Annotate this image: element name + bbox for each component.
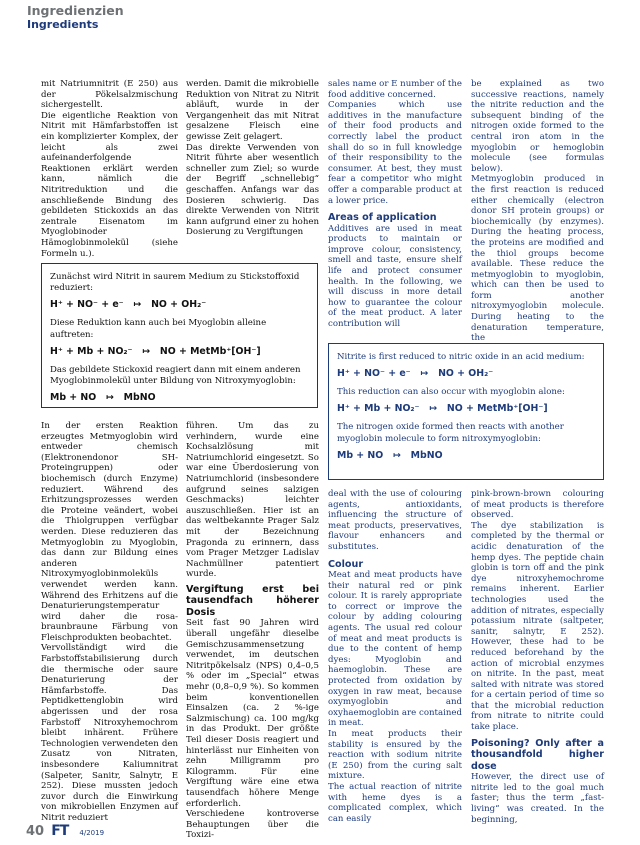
paragraph: In der ersten Reaktion erzeugtes Metmyoglobin wird entweder chemisch (Elektronendonor SH- Proteingruppen) oder biochemisch (durch Enzyme) reduziert. Während des Erhitzungsprozesses werden die Proteine veändert, wobei die Thiolgruppen verfügbar werden. Diese reduzieren das Metmyoglobin zu Myoglobin, das dann zur Bildung eines anderen Nitroxymyoglobinmoleküls verwendet werden kann. Während des Erhitzens auf die Denaturierungstemperatur wird daher die rosa-braunbraune Färbung von Fleischprodukten beobachtet. bbox=[41, 421, 178, 643]
section-title-en: Ingredients bbox=[27, 18, 99, 31]
paragraph: Metmyoglobin produced in the first reaction is reduced either chemically (electron donor SH protein groups) or biochemically (by enzymes). During the heating process, the proteins are modified and the thiol groups become available. These reduce the metmyoglobin to myoglobin, which can then be used to form another nitroxymyoglobin molecule. During heating to the denaturation temperature, the bbox=[471, 174, 604, 344]
paragraph: However, the direct use of nitrite led to the goal much faster; thus the term „fast-living“ was created. In the beginning, bbox=[471, 772, 604, 825]
paragraph: be explained as two successive reactions, namely the nitrite reduction and the subsequent binding of the nitrogen oxide formed to the central iron atom in the myoglobin or hemoglobin molecule (see formulas below). bbox=[471, 79, 604, 174]
paragraph: Meat and meat products have their natural red or pink colour. It is rarely appropriate to correct or improve the colour by adding colouring agents. The usual red colour of meat and meat products is due to the content of hemp dyes: Myoglobin and haemoglobin. These are protected from oxidation by oxygen in raw meat, because oxymyoglobin and oxyhaemoglobin are contained in meat. bbox=[328, 570, 462, 729]
formula-3: Mb + NO ↦ MbNO bbox=[50, 392, 156, 404]
page-number: 40 bbox=[26, 824, 45, 839]
paragraph: Verschiedene kontroverse Behauptungen über die Toxizi- bbox=[186, 809, 319, 841]
paragraph: The actual reaction of nitrite with heme dyes is a complicated complex, which can easily bbox=[328, 781, 462, 824]
paragraph: Seit fast 90 Jahren wird überall ungefähr dieselbe Gemischzusammensetzung verwendet, im deutschen Nitritpökelsalz (NPS) 0,4–0,5 % oder im „Special“ etwas mehr (0,8–0,9 %). So kommen beim konventionellen Einsalzen (ca. 2 %-ige Salzmischung) ca. 100 mg/kg in das Produkt. Der größte Teil dieser Dosis reagiert und hinterlässt nur Einheiten von zehn Milligramm pro Kilogramm. Für eine Vergiftung wäre eine etwa tausendfach höhere Menge erforderlich. bbox=[186, 618, 319, 809]
paragraph: pink-brown-brown colouring of meat products is therefore observed. bbox=[471, 489, 604, 521]
paragraph: Additives are used in meat products to maintain or improve colour, consistency, smell and taste, ensure shelf life and protect consumer health. In the following, we will discuss in more detail how to guarantee the colour of the meat product. A later contribution will bbox=[328, 223, 462, 329]
paragraph: Companies which use additives in the manufacture of their food products and correctly label the product shall do so in full knowledge of their responsibility to the consumer. At best, they must fear a competitor who might offer a comparable product at a lower price. bbox=[328, 100, 462, 206]
page-header bbox=[27, 3, 124, 31]
paragraph: mit Natriumnitrit (E 250) aus der Pökelsalzmischung sichergestellt. bbox=[41, 79, 178, 111]
formula-intro: Nitrite is first reduced to nitric oxide in an acid medium: bbox=[337, 352, 585, 362]
formula-intro: Zunächst wird Nitrit in saurem Medium zu Stickstoffoxid reduziert: bbox=[50, 272, 300, 294]
formula-2: H⁺ + Mb + NO₂⁻ ↦ NO + MetMb⁺[OH⁻] bbox=[50, 345, 261, 357]
paragraph: The dye stabilization is completed by the thermal or acidic denaturation of the hemp dyes. The peptide chain globin is torn off and the pink dye nitroxyhemochrome remains inherent. Earlier technologies used the addition of nitrates, especially potassium nitrate (saltpeter, sanitr, salnytr, E 252). However, these had to be reduced beforehand by the action of microbial enzymes on nitrite. In the past, meat salted with nitrate was stored for a certain period of time so that the microbial reduction from nitrate to nitrite could take place. bbox=[471, 520, 604, 733]
subheading: Poisoning? Only after a thousandfold higher dose bbox=[471, 737, 604, 772]
paragraph: Das direkte Verwenden von Nitrit führte aber wesentlich schneller zum Ziel; so wurde der Begriff „schnellebig“ geschaffen. Anfangs war das Dosieren schwierig. Das direkte Verwenden von Nitrit kann aufgrund einer zu hohen Dosierung zu Vergiftungen bbox=[186, 142, 319, 238]
german-column-2-top bbox=[186, 79, 319, 255]
paragraph: sales name or E number of the food additive concerned. bbox=[328, 79, 462, 100]
english-column-4-top bbox=[471, 79, 604, 344]
paragraph: werden. Damit die mikrobielle Reduktion von Nitrat zu Nitrit abläuft, wurde in der Vergangenheit das mit Nitrat gesalzene Fleisch eine gewisse Zeit gelagert. bbox=[186, 79, 319, 142]
english-column-3-top bbox=[328, 79, 462, 335]
english-column-4-bottom bbox=[471, 489, 604, 825]
german-column-1-top bbox=[41, 79, 178, 259]
formula-intro: Diese Reduktion kann auch bei Myoglobin alleine auftreten: bbox=[50, 318, 267, 340]
subheading: Vergiftung erst bei tausendfach höherer Dosis bbox=[186, 583, 319, 618]
page-footer bbox=[26, 820, 104, 839]
subheading: Colour bbox=[328, 558, 364, 570]
paragraph: In meat products their stability is ensured by the reaction with sodium nitrite (E 250) from the curing salt mixture. bbox=[328, 728, 462, 782]
paragraph: Die eigentliche Reaktion von Nitrit mit Hämfarbstoffen ist ein komplizierter Komplex, der leicht als zwei aufeinanderfolgende Reaktionen erklärt werden kann, nämlich die Nitritreduktion und die anschließende Bindung des gebildeten Stickoxids an das zentrale Eisenatom im Myoglobinoder Hämoglobinmolekül (siehe Formeln u.). bbox=[41, 110, 178, 259]
magazine-logo: FT bbox=[51, 823, 69, 839]
formula-1: H⁺ + NO⁻ + e⁻ ↦ NO + OH₂⁻ bbox=[50, 299, 207, 311]
german-column-1-bottom bbox=[41, 421, 178, 823]
paragraph: Vervollständigt wird die Farbstoffstabilisierung durch die thermische oder saure Denaturierung der Hämfarbstoffe. Das Peptidkettenglobin wird abgerissen und der rosa Farbstoff Nitroxyhemochrom bleibt inhärent. Frühere Technologien verwendeten den Zusatz von Nitraten, insbesondere Kaliumnitrat (Salpeter, Sanitr, Salnytr, E 252). Diese mussten jedoch zuvor durch die Einwirkung von mikrobiellen Enzymen auf Nitrit reduziert bbox=[41, 643, 178, 823]
subheading: Areas of application bbox=[328, 212, 437, 224]
formula-1: H⁺ + NO⁻ + e⁻ ↦ NO + OH₂⁻ bbox=[337, 368, 494, 380]
formula-2: H⁺ + Mb + NO₂⁻ ↦ NO + MetMb⁺[OH⁻] bbox=[337, 403, 548, 415]
formula-intro: The nitrogen oxide formed then reacts with another myoglobin molecule to form nitroxymyoglobin: bbox=[337, 422, 564, 444]
english-formula-box bbox=[328, 343, 604, 480]
formula-intro: This reduction can also occur with myoglobin alone: bbox=[337, 387, 565, 398]
section-title-de: Ingredienzien bbox=[27, 3, 124, 18]
paragraph: führen. Um das zu verhindern, wurde eine Kochsalzlösung mit Natriumchlorid eingesetzt. So war eine Überdosierung von Natriumchlorid (insbesondere aufgrund seines salzigen Geschmacks) leichter auszuschließen. Hier ist an das weltbekannte Prager Salz mit der Bezeichnung Pragonda zu erinnern, dass vom Prager Metzger Ladislav Nachmüllner patentiert wurde. bbox=[186, 421, 319, 580]
issue-number: 4/2019 bbox=[79, 829, 105, 837]
formula-3: Mb + NO ↦ MbNO bbox=[337, 449, 443, 461]
german-formula-box bbox=[41, 263, 318, 408]
formula-intro: Das gebildete Stickoxid reagiert dann mit einem anderen Myoglobinmolekül unter Bildung von Nitroxymyoglobin: bbox=[50, 364, 301, 387]
paragraph: deal with the use of colouring agents, antioxidants, influencing the structure of meat products, preservatives, flavour enhancers and substitutes. bbox=[328, 489, 462, 552]
english-column-3-bottom bbox=[328, 489, 462, 824]
german-column-2-bottom bbox=[186, 421, 319, 841]
